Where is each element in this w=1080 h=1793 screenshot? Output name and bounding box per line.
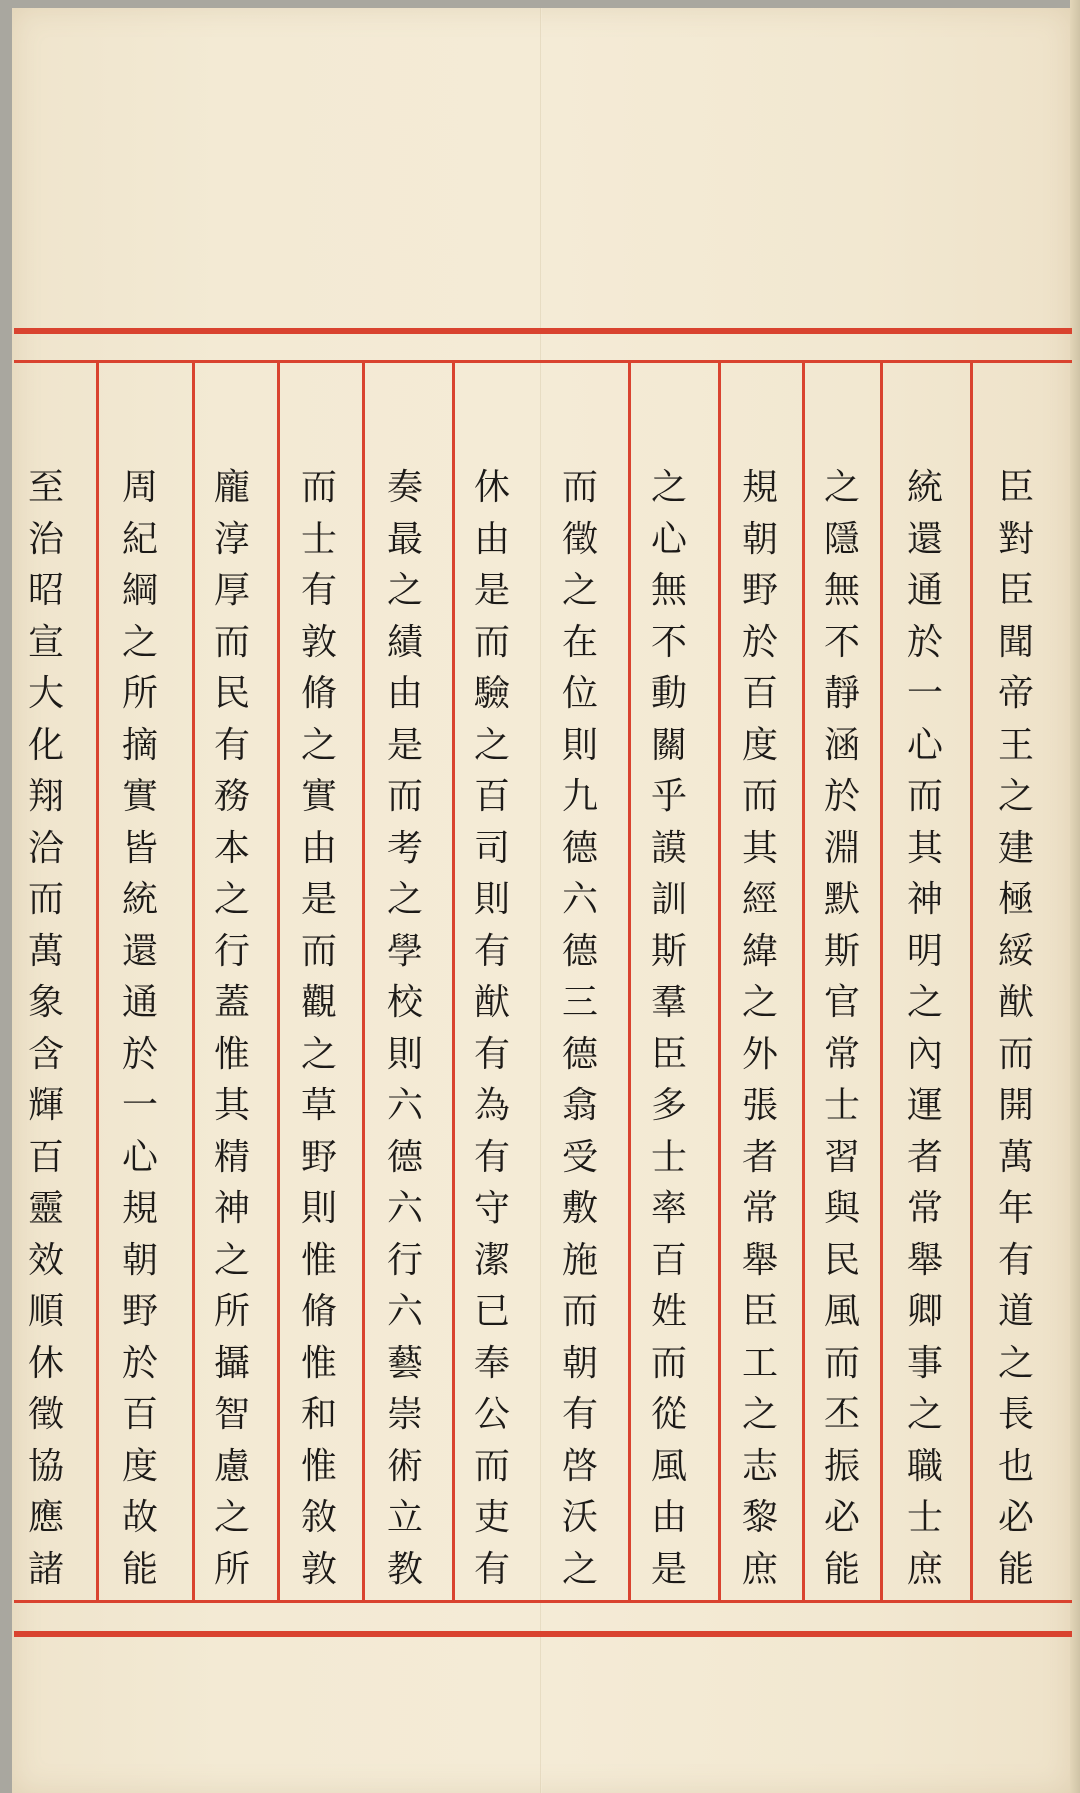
text-column-3 [810,462,874,1602]
character: 之 [213,879,250,920]
character: 吏 [473,1497,510,1538]
character: 由 [300,827,337,869]
character: 野 [741,570,778,611]
character: 還 [121,930,158,972]
character: 藝 [386,1342,423,1384]
character: 已 [473,1291,510,1332]
character: 行 [213,930,250,972]
character: 慮 [213,1445,250,1487]
character: 有 [473,1033,510,1075]
character: 靈 [27,1188,64,1229]
character: 動 [650,673,687,714]
character: 猷 [473,982,510,1023]
character: 朝 [121,1239,158,1281]
character: 無 [823,570,860,611]
top-border-thick [14,328,1072,334]
character: 敦 [300,621,337,663]
character: 綏 [997,930,1034,972]
character: 無 [650,570,687,611]
character: 之 [997,1342,1034,1384]
character: 而 [561,467,598,508]
character: 還 [906,518,943,560]
character: 觀 [300,982,337,1023]
character: 萬 [27,930,64,972]
character: 受 [561,1136,598,1178]
character: 臣 [997,570,1034,611]
character: 宣 [27,621,64,663]
character: 內 [906,1033,943,1075]
character: 風 [823,1291,860,1332]
character: 常 [906,1188,943,1229]
column-rule [718,362,721,1602]
character: 斯 [823,930,860,972]
character: 而 [650,1342,687,1384]
character: 之 [823,467,860,508]
character: 黎 [741,1497,778,1538]
column-rule [452,362,455,1602]
character: 臣 [741,1291,778,1332]
character: 神 [213,1188,250,1229]
character: 民 [213,673,250,714]
character: 所 [213,1548,250,1590]
character: 百 [650,1239,687,1281]
character: 本 [213,827,250,869]
character: 其 [906,827,943,869]
character: 則 [473,879,510,920]
character: 守 [473,1188,510,1229]
column-rule [970,362,973,1602]
character: 度 [741,724,778,766]
character: 朝 [741,518,778,560]
character: 必 [997,1497,1034,1538]
character: 舉 [906,1239,943,1281]
character: 由 [473,518,510,560]
character: 草 [300,1085,337,1126]
character: 是 [300,879,337,920]
character: 敷 [561,1188,598,1229]
paper-edge [1070,0,1080,1793]
character: 臣 [650,1033,687,1075]
character: 校 [386,982,423,1023]
character: 姓 [650,1291,687,1332]
character: 休 [473,467,510,508]
character: 斯 [650,930,687,972]
text-column-8 [373,462,437,1602]
character: 惟 [300,1445,337,1487]
character: 之 [386,570,423,611]
character: 通 [906,570,943,611]
character: 九 [561,776,598,817]
character: 智 [213,1394,250,1435]
character: 驗 [473,673,510,714]
character: 德 [561,1033,598,1075]
character: 百 [741,673,778,714]
character: 其 [213,1085,250,1126]
character: 考 [386,827,423,869]
text-column-6 [548,462,612,1602]
character: 有 [997,1239,1034,1281]
character: 奏 [386,467,423,508]
character: 百 [27,1136,64,1178]
character: 舉 [741,1239,778,1281]
top-border-thin [14,360,1072,363]
character: 之 [121,621,158,663]
character: 職 [906,1445,943,1487]
character: 三 [561,982,598,1023]
character: 靜 [823,673,860,714]
character: 明 [906,930,943,972]
character: 休 [27,1342,64,1384]
text-column-12 [14,462,78,1602]
character: 緯 [741,930,778,972]
character: 一 [121,1085,158,1126]
character: 化 [27,724,64,766]
character: 能 [823,1548,860,1590]
character: 六 [386,1291,423,1332]
character: 羣 [650,982,687,1023]
character: 惟 [213,1033,250,1075]
character: 脩 [300,1291,337,1332]
text-column-5 [637,462,701,1602]
character: 與 [823,1188,860,1229]
character: 者 [741,1136,778,1178]
character: 而 [300,930,337,972]
character: 敦 [300,1548,337,1590]
character: 心 [121,1136,158,1178]
character: 王 [997,724,1034,766]
character: 統 [906,467,943,508]
character: 惟 [300,1342,337,1384]
character: 臣 [997,467,1034,508]
character: 事 [906,1342,943,1384]
character: 德 [561,827,598,869]
character: 對 [997,518,1034,560]
character: 官 [823,982,860,1023]
character: 諸 [27,1548,64,1590]
character: 之 [386,879,423,920]
character: 之 [906,1394,943,1435]
character: 乎 [650,776,687,817]
character: 精 [213,1136,250,1178]
character: 德 [386,1136,423,1178]
character: 士 [300,518,337,560]
character: 年 [997,1188,1034,1229]
character: 周 [121,467,158,508]
character: 司 [473,827,510,869]
character: 士 [650,1136,687,1178]
character: 含 [27,1033,64,1075]
character: 施 [561,1239,598,1281]
character: 啓 [561,1445,598,1487]
character: 振 [823,1445,860,1487]
character: 洽 [27,827,64,869]
character: 術 [386,1445,423,1487]
character: 開 [997,1085,1034,1126]
character: 而 [473,1445,510,1487]
character: 六 [386,1188,423,1229]
character: 經 [741,879,778,920]
character: 朝 [561,1342,598,1384]
character: 一 [906,673,943,714]
character: 象 [27,982,64,1023]
character: 崇 [386,1394,423,1435]
character: 所 [213,1291,250,1332]
character: 野 [300,1136,337,1178]
character: 之 [213,1497,250,1538]
character: 務 [213,776,250,817]
character: 常 [741,1188,778,1229]
character: 道 [997,1291,1034,1332]
character: 默 [823,879,860,920]
character: 協 [27,1445,64,1487]
character: 張 [741,1085,778,1126]
character: 於 [906,621,943,663]
character: 治 [27,518,64,560]
character: 皆 [121,827,158,869]
character: 徵 [27,1394,64,1435]
character: 位 [561,673,598,714]
character: 庶 [741,1548,778,1590]
character: 神 [906,879,943,920]
character: 之 [561,570,598,611]
character: 教 [386,1548,423,1590]
character: 所 [121,673,158,714]
character: 庶 [906,1548,943,1590]
character: 有 [473,930,510,972]
character: 關 [650,724,687,766]
character: 厚 [213,570,250,611]
column-rule [628,362,631,1602]
character: 工 [741,1342,778,1384]
character: 運 [906,1085,943,1126]
character: 效 [27,1239,64,1281]
character: 猷 [997,982,1034,1023]
character: 順 [27,1291,64,1332]
character: 在 [561,621,598,663]
character: 必 [823,1497,860,1538]
column-rule [362,362,365,1602]
character: 應 [27,1497,64,1538]
character: 惟 [300,1239,337,1281]
character: 是 [473,570,510,611]
character: 行 [386,1239,423,1281]
column-rule [192,362,195,1602]
character: 之 [561,1548,598,1590]
character: 有 [473,1548,510,1590]
character: 由 [650,1497,687,1538]
character: 常 [823,1033,860,1075]
character: 六 [561,879,598,920]
character: 建 [997,827,1034,869]
character: 而 [300,467,337,508]
character: 和 [300,1394,337,1435]
character: 卿 [906,1291,943,1332]
text-column-4 [728,462,792,1602]
character: 德 [561,930,598,972]
character: 翔 [27,776,64,817]
character: 極 [997,879,1034,920]
character: 通 [121,982,158,1023]
character: 多 [650,1085,687,1126]
character: 帝 [997,673,1034,714]
column-rule [802,362,805,1602]
character: 謨 [650,827,687,869]
character: 輝 [27,1085,64,1126]
character: 之 [213,1239,250,1281]
character: 敘 [300,1497,337,1538]
character: 由 [386,673,423,714]
text-column-10 [200,462,264,1602]
character: 率 [650,1188,687,1229]
character: 於 [823,776,860,817]
character: 有 [561,1394,598,1435]
character: 百 [473,776,510,817]
character: 不 [823,621,860,663]
character: 而 [27,879,64,920]
character: 心 [906,724,943,766]
character: 之 [473,724,510,766]
character: 則 [386,1033,423,1075]
character: 立 [386,1497,423,1538]
character: 之 [741,982,778,1023]
character: 外 [741,1033,778,1075]
character: 六 [386,1085,423,1126]
character: 不 [650,621,687,663]
character: 而 [386,776,423,817]
character: 統 [121,879,158,920]
character: 績 [386,621,423,663]
character: 是 [386,724,423,766]
character: 有 [473,1136,510,1178]
character: 之 [741,1394,778,1435]
character: 於 [741,621,778,663]
character: 長 [997,1394,1034,1435]
character: 聞 [997,621,1034,663]
character: 翕 [561,1085,598,1126]
character: 有 [300,570,337,611]
character: 有 [213,724,250,766]
character: 綱 [121,570,158,611]
character: 百 [121,1394,158,1435]
character: 於 [121,1342,158,1384]
column-rule [880,362,883,1602]
character: 紀 [121,518,158,560]
character: 蓋 [213,982,250,1023]
character: 士 [906,1497,943,1538]
character: 淵 [823,827,860,869]
character: 而 [823,1342,860,1384]
character: 徵 [561,518,598,560]
character: 為 [473,1085,510,1126]
character: 之 [300,1033,337,1075]
character: 萬 [997,1136,1034,1178]
character: 昭 [27,570,64,611]
character: 度 [121,1445,158,1487]
character: 而 [473,621,510,663]
character: 奉 [473,1342,510,1384]
text-column-9 [287,462,351,1602]
character: 規 [121,1188,158,1229]
character: 學 [386,930,423,972]
character: 習 [823,1136,860,1178]
character: 規 [741,467,778,508]
character: 之 [906,982,943,1023]
character: 之 [997,776,1034,817]
character: 丕 [823,1394,860,1435]
character: 潔 [473,1239,510,1281]
bottom-border-thick [14,1631,1072,1637]
character: 心 [650,518,687,560]
character: 摘 [121,724,158,766]
character: 沃 [561,1497,598,1538]
character: 能 [997,1548,1034,1590]
character: 而 [741,776,778,817]
character: 也 [997,1445,1034,1487]
character: 之 [300,724,337,766]
text-column-7 [460,462,524,1602]
character: 則 [561,724,598,766]
character: 而 [997,1033,1034,1075]
character: 而 [213,621,250,663]
character: 民 [823,1239,860,1281]
text-column-11 [108,462,172,1602]
character: 能 [121,1548,158,1590]
character: 隱 [823,518,860,560]
character: 之 [650,467,687,508]
character: 大 [27,673,64,714]
character: 於 [121,1033,158,1075]
character: 者 [906,1136,943,1178]
character: 脩 [300,673,337,714]
character: 龐 [213,467,250,508]
character: 野 [121,1291,158,1332]
character: 涵 [823,724,860,766]
character: 淳 [213,518,250,560]
character: 至 [27,467,64,508]
character: 訓 [650,879,687,920]
character: 攝 [213,1342,250,1384]
character: 風 [650,1445,687,1487]
character: 志 [741,1445,778,1487]
character: 從 [650,1394,687,1435]
character: 實 [121,776,158,817]
character: 則 [300,1188,337,1229]
character: 其 [741,827,778,869]
character: 是 [650,1548,687,1590]
column-rule [96,362,99,1602]
character: 最 [386,518,423,560]
character: 故 [121,1497,158,1538]
character: 而 [906,776,943,817]
center-fold [540,8,542,1793]
text-column-1 [984,462,1048,1602]
character: 公 [473,1394,510,1435]
character: 而 [561,1291,598,1332]
column-rule [277,362,280,1602]
text-column-2 [893,462,957,1602]
character: 士 [823,1085,860,1126]
character: 實 [300,776,337,817]
